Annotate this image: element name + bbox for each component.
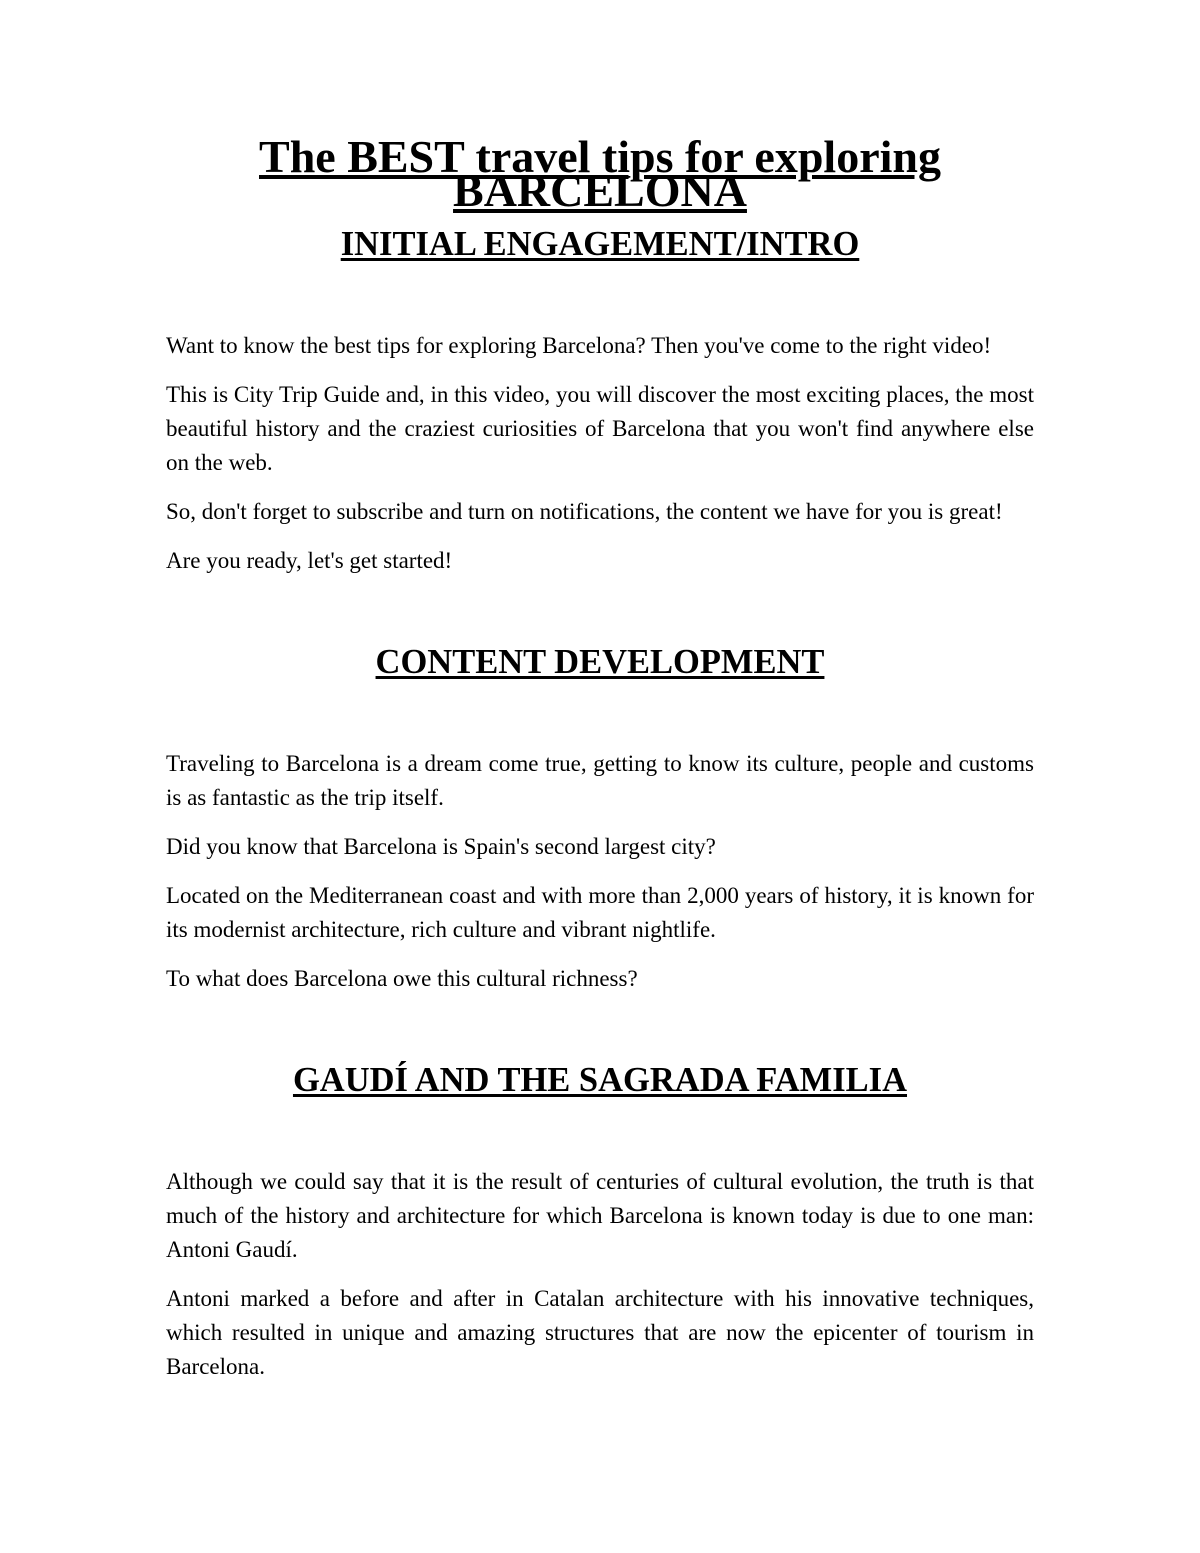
section-heading-gaudi: GAUDÍ AND THE SAGRADA FAMILIA xyxy=(292,1061,908,1099)
section-spacer xyxy=(166,1011,1034,1063)
paragraph: To what does Barcelona owe this cultural richness? xyxy=(166,966,638,991)
paragraph: Antoni marked a before and after in Catalan architecture with his innovative techniques, which resulted in unique and amazing structures that are now the epicenter of tourism in Barcelona. xyxy=(166,1286,1034,1379)
paragraph: Are you ready, let's get started! xyxy=(166,548,453,573)
paragraph: Although we could say that it is the result of centuries of cultural evolution, the truth is that much of the history and architecture for which Barcelona is known today is due to one man: Antoni Gaudí. xyxy=(166,1169,1034,1262)
document-title: The BEST travel tips for exploring BARCELONA xyxy=(259,131,941,216)
paragraph: Traveling to Barcelona is a dream come true, getting to know its culture, people and customs is as fantastic as the trip itself. xyxy=(166,751,1034,810)
paragraph: Did you know that Barcelona is Spain's second largest city? xyxy=(166,834,716,859)
paragraph: Want to know the best tips for exploring Barcelona? Then you've come to the right video! xyxy=(166,333,992,358)
section-heading-content-development: CONTENT DEVELOPMENT xyxy=(375,643,825,681)
paragraph: This is City Trip Guide and, in this video, you will discover the most exciting places, the most beautiful history and the craziest curiosities of Barcelona that you won't find anywhere else on the web. xyxy=(166,382,1034,475)
section-spacer xyxy=(166,593,1034,645)
paragraph: So, don't forget to subscribe and turn on notifications, the content we have for you is great! xyxy=(166,499,1003,524)
paragraph: Located on the Mediterranean coast and with more than 2,000 years of history, it is known for its modernist architecture, rich culture and vibrant nightlife. xyxy=(166,883,1034,942)
document-body xyxy=(166,131,1034,1399)
section-heading-intro: INITIAL ENGAGEMENT/INTRO xyxy=(340,225,860,263)
